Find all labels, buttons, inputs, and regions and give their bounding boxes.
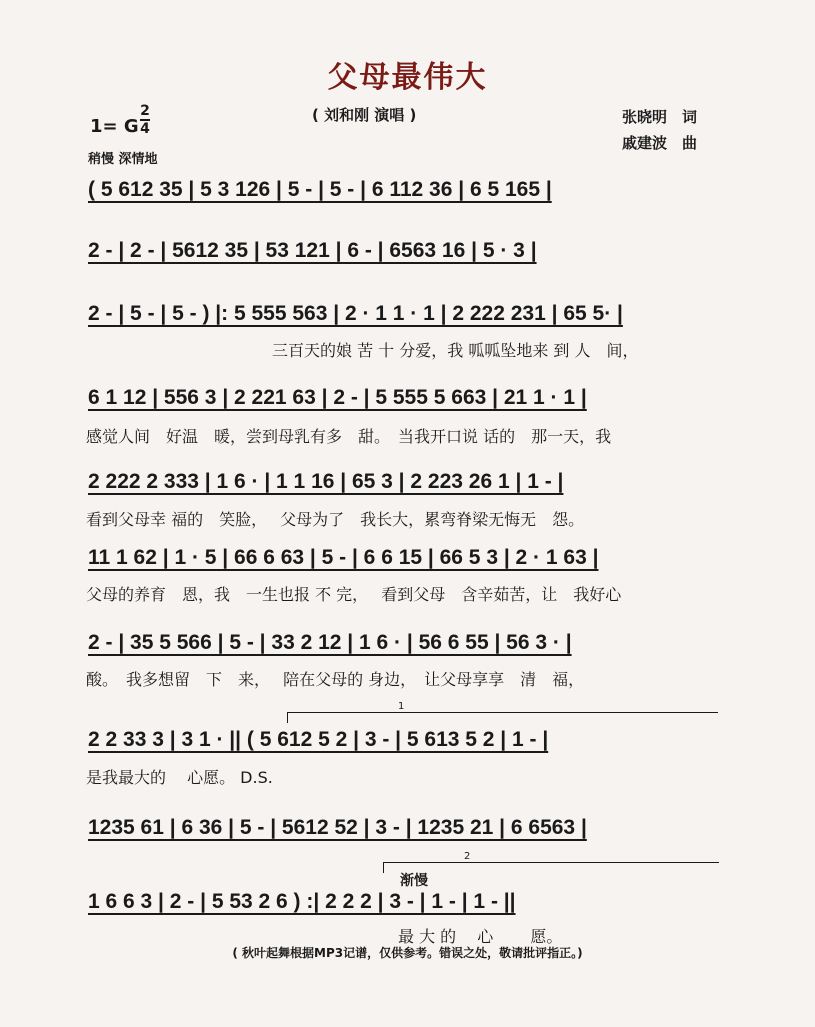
notation-row-text: 6 1 12 | 556 3 | 2 221 63 | 2 - | 5 555 5 663 | 21 1 · 1 | — [88, 386, 587, 409]
notation-row-text: 2 222 2 333 | 1 6 · | 1 1 16 | 65 3 | 2 223 26 1 | 1 - | — [88, 470, 564, 493]
time-signature — [140, 104, 150, 136]
lyrics-row-3: 三百天的娘 苦 十 分爱，我 呱呱坠地来 到 人 间， — [272, 341, 639, 360]
transcription-footnote: ( 秋叶起舞根据MP3记谱，仅供参考。错误之处，敬请批评指正。) — [232, 946, 583, 960]
notation-row-9 — [88, 810, 728, 848]
tempo-marking: 稍慢 深情地 — [88, 152, 158, 167]
notation-row-7 — [88, 625, 728, 663]
lyrics-row-10: 最 大 的 心 愿。 — [398, 927, 563, 946]
lyrics-row-8: 是我最大的 心愿。 D.S. — [86, 768, 273, 787]
notation-row-5 — [88, 464, 728, 502]
notation-row-4 — [88, 380, 728, 418]
notation-row-10 — [88, 884, 728, 922]
notation-row-2 — [88, 233, 728, 271]
lyrics-row-6: 父母的养育 恩，我 一生也报 不 完， 看到父母 含辛茹苦，让 我好心 — [86, 585, 622, 604]
volta-number: 2 — [464, 851, 471, 862]
notation-row-text: 2 2 33 3 | 3 1 · || ( 5 612 5 2 | 3 - | 5 613 5 2 | 1 - | — [88, 728, 549, 751]
notation-row-text: 2 - | 5 - | 5 - ) |: 5 555 563 | 2 · 1 1 · 1 | 2 222 231 | 65 5· | — [88, 302, 623, 325]
ritardando-label: 渐慢 — [400, 873, 428, 889]
time-signature-bottom: 4 — [140, 121, 150, 137]
notation-row-text: 2 - | 35 5 566 | 5 - | 33 2 12 | 1 6 · | 56 6 55 | 56 3 · | — [88, 631, 572, 654]
lyrics-row-4: 感觉人间 好温 暖，尝到母乳有多 甜。 当我开口说 话的 那一天，我 — [86, 427, 612, 446]
notation-row-text: ( 5 612 35 | 5 3 126 | 5 - | 5 - | 6 112 36 | 6 5 165 | — [88, 178, 552, 201]
volta-bracket-second — [383, 851, 719, 873]
notation-row-text: 11 1 62 | 1 · 5 | 66 6 63 | 5 - | 6 6 15 | 66 5 3 | 2 · 1 63 | — [88, 546, 599, 569]
time-signature-top: 2 — [140, 103, 150, 119]
singer-credit: ( 刘和刚 演唱 ) — [312, 106, 417, 124]
notation-row-1 — [88, 172, 728, 210]
notation-row-text: 1235 61 | 6 36 | 5 - | 5612 52 | 3 - | 1235 21 | 6 6563 | — [88, 816, 587, 839]
notation-row-8 — [88, 722, 728, 760]
notation-row-3 — [88, 296, 728, 334]
notation-row-text: 2 - | 2 - | 5612 35 | 53 121 | 6 - | 6563 16 | 5 · 3 | — [88, 239, 537, 262]
author-credits — [622, 104, 697, 156]
lyrics-row-7: 酸。 我多想留 下 来， 陪在父母的 身边， 让父母享享 清 福， — [86, 670, 585, 689]
lyricist-credit: 张晓明 词 — [622, 108, 698, 126]
notation-row-6 — [88, 540, 728, 578]
lyrics-row-5: 看到父母幸 福的 笑脸， 父母为了 我长大，累弯脊梁无悔无 怨。 — [86, 510, 585, 529]
notation-row-text: 1 6 6 3 | 2 - | 5 53 2 6 ) :| 2 2 2 | 3 - | 1 - | 1 - || — [88, 890, 516, 913]
song-title: 父母最伟大 — [327, 60, 488, 95]
composer-credit: 戚建波 曲 — [622, 134, 698, 152]
key-signature: 1= G — [90, 116, 139, 137]
volta-number: 1 — [398, 701, 405, 712]
